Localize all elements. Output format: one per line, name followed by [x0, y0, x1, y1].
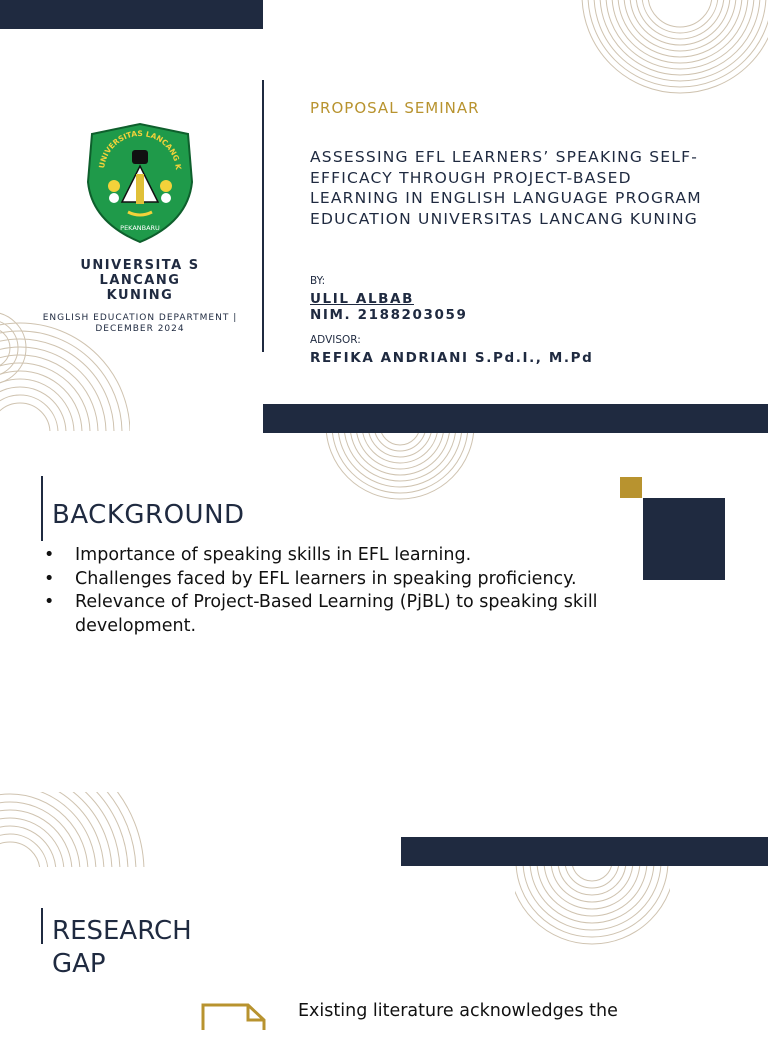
- top-left-bar: [0, 0, 263, 29]
- list-item: • Relevance of Project-Based Learning (PjBL) to speaking skill development.: [44, 591, 644, 638]
- decorative-arcs-top-right: [560, 0, 768, 105]
- heading-accent-line: [41, 908, 43, 944]
- slide1-bottom-bar: [263, 404, 768, 433]
- heading-accent-line: [41, 476, 43, 541]
- research-gap-heading: RESEARCH GAP: [52, 916, 192, 979]
- advisor-label: ADVISOR:: [310, 334, 361, 346]
- slide3-top-bar: [401, 837, 768, 866]
- document-icon: [200, 1000, 270, 1040]
- svg-text:UNIVERSITAS LANCANG KUNING: UNIVERSITAS LANCANG K: [97, 128, 183, 171]
- divider-line: [262, 80, 264, 352]
- svg-text:PEKANBARU: PEKANBARU: [120, 224, 160, 232]
- by-label: BY:: [310, 275, 326, 287]
- navy-square: [643, 498, 725, 580]
- decorative-arcs-slide3: [515, 866, 670, 946]
- student-name: ULIL ALBAB: [310, 291, 414, 307]
- research-gap-text: Existing literature acknowledges the: [298, 1001, 618, 1021]
- decorative-arcs-center: [310, 433, 490, 501]
- background-heading: BACKGROUND: [52, 500, 245, 530]
- student-nim: NIM. 2188203059: [310, 307, 468, 323]
- advisor-name: REFIKA ANDRIANI S.Pd.I., M.Pd: [310, 350, 594, 366]
- proposal-title: ASSESSING EFL LEARNERS’ SPEAKING SELF-EFFICACY THROUGH PROJECT-BASED LEARNING IN ENGLISH LANGUAGE PROGRAM EDUCATION UNIVERSITAS LANCANG KUNING: [310, 148, 702, 228]
- decorative-arcs-bottom-left: [0, 792, 150, 867]
- list-item: • Importance of speaking skills in EFL learning.: [44, 544, 644, 568]
- background-bullet-list: [44, 544, 644, 638]
- gold-square: [620, 477, 642, 498]
- university-name: UNIVERSITA S LANCANG KUNING: [80, 258, 200, 303]
- university-seal-icon: [78, 122, 202, 246]
- slide-kicker: PROPOSAL SEMINAR: [310, 99, 480, 117]
- department-date: ENGLISH EDUCATION DEPARTMENT | DECEMBER 2024: [42, 313, 238, 334]
- list-item: • Challenges faced by EFL learners in speaking proficiency.: [44, 568, 644, 592]
